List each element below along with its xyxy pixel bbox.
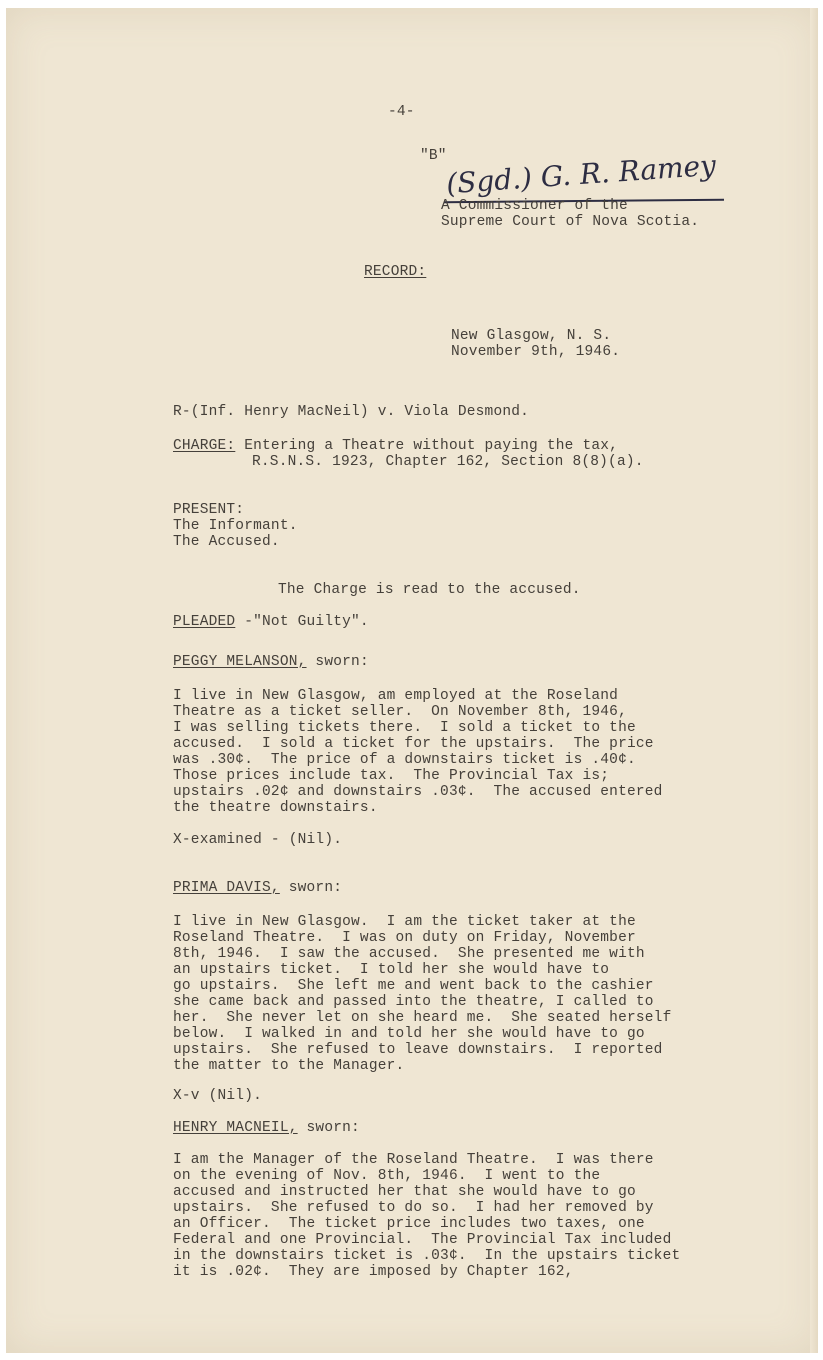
sworn-label: sworn: <box>279 880 343 896</box>
testimony-line: upstairs. She refused to do so. I had her removed by <box>173 1200 654 1216</box>
testimony-line: her. She never let on she heard me. She seated herself <box>173 1010 672 1026</box>
witness-name: PRIMA DAVIS, <box>173 880 280 896</box>
testimony-line: I was selling tickets there. I sold a ticket to the <box>173 720 636 736</box>
place-line: New Glasgow, N. S. <box>451 328 612 344</box>
testimony-line: the theatre downstairs. <box>173 800 378 816</box>
charge-text-1: Entering a Theatre without paying the tax, <box>235 438 619 454</box>
testimony-line: 8th, 1946. I saw the accused. She presented me with <box>173 946 645 962</box>
document-page <box>6 8 818 1353</box>
testimony-line: I live in New Glasgow. I am the ticket taker at the <box>173 914 636 930</box>
testimony-line: I am the Manager of the Roseland Theatre. I was there <box>173 1152 654 1168</box>
testimony-line: I live in New Glasgow, am employed at the Roseland <box>173 688 619 704</box>
exhibit-label: "B" <box>420 148 447 164</box>
testimony-line: Roseland Theatre. I was on duty on Friday, November <box>173 930 636 946</box>
pleaded-text: -"Not Guilty". <box>235 614 369 630</box>
record-label: RECORD: <box>364 264 427 280</box>
testimony-line: upstairs .02¢ and downstairs .03¢. The accused entered <box>173 784 663 800</box>
signature: (Sgd.) G. R. Ramey <box>445 148 717 201</box>
testimony-line: was .30¢. The price of a downstairs ticket is .40¢. <box>173 752 636 768</box>
charge-label: CHARGE: <box>173 438 236 454</box>
witness-name: PEGGY MELANSON, <box>173 654 307 670</box>
cross-examination: X-v (Nil). <box>173 1088 263 1104</box>
testimony-line: below. I walked in and told her she would have to go <box>173 1026 645 1042</box>
testimony-line: Those prices include tax. The Provincial Tax is; <box>173 768 610 784</box>
testimony-line: an upstairs ticket. I told her she would have to <box>173 962 610 978</box>
witness-heading <box>173 880 342 896</box>
date-line: November 9th, 1946. <box>451 344 621 360</box>
testimony-line: she came back and passed into the theatre, I called to <box>173 994 654 1010</box>
commissioner-line-1: A Commissioner of the <box>441 198 628 214</box>
witness-heading <box>173 1120 360 1136</box>
sworn-label: sworn: <box>306 654 369 670</box>
testimony-line: Federal and one Provincial. The Provincial Tax included <box>173 1232 672 1248</box>
case-title: R-(Inf. Henry MacNeil) v. Viola Desmond. <box>173 404 530 420</box>
plea-line <box>173 614 369 630</box>
testimony-line: accused and instructed her that she would have to go <box>173 1184 636 1200</box>
witness-heading <box>173 654 369 670</box>
testimony-line: Theatre as a ticket seller. On November 8th, 1946, <box>173 704 627 720</box>
sworn-label: sworn: <box>297 1120 360 1136</box>
witness-name: HENRY MACNEIL, <box>173 1120 298 1136</box>
testimony-line: it is .02¢. They are imposed by Chapter 162, <box>173 1264 574 1280</box>
charge-line-1 <box>173 438 618 454</box>
commissioner-line-2: Supreme Court of Nova Scotia. <box>441 214 700 230</box>
pleaded-label: PLEADED <box>173 614 236 630</box>
testimony-line: go upstairs. She left me and went back to the cashier <box>173 978 654 994</box>
testimony-line: on the evening of Nov. 8th, 1946. I went to the <box>173 1168 601 1184</box>
page-number: -4- <box>388 104 415 120</box>
present-label: PRESENT: <box>173 502 245 518</box>
testimony-line: upstairs. She refused to leave downstairs. I reported <box>173 1042 663 1058</box>
testimony-line: an Officer. The ticket price includes two taxes, one <box>173 1216 645 1232</box>
testimony-line: the matter to the Manager. <box>173 1058 405 1074</box>
charge-read-line: The Charge is read to the accused. <box>278 582 581 598</box>
testimony-line: accused. I sold a ticket for the upstairs. The price <box>173 736 654 752</box>
present-accused: The Accused. <box>173 534 280 550</box>
cross-examination: X-examined - (Nil). <box>173 832 343 848</box>
testimony-line: in the downstairs ticket is .03¢. In the upstairs ticket <box>173 1248 681 1264</box>
charge-line-2: R.S.N.S. 1923, Chapter 162, Section 8(8)(a). <box>252 454 644 470</box>
present-informant: The Informant. <box>173 518 298 534</box>
